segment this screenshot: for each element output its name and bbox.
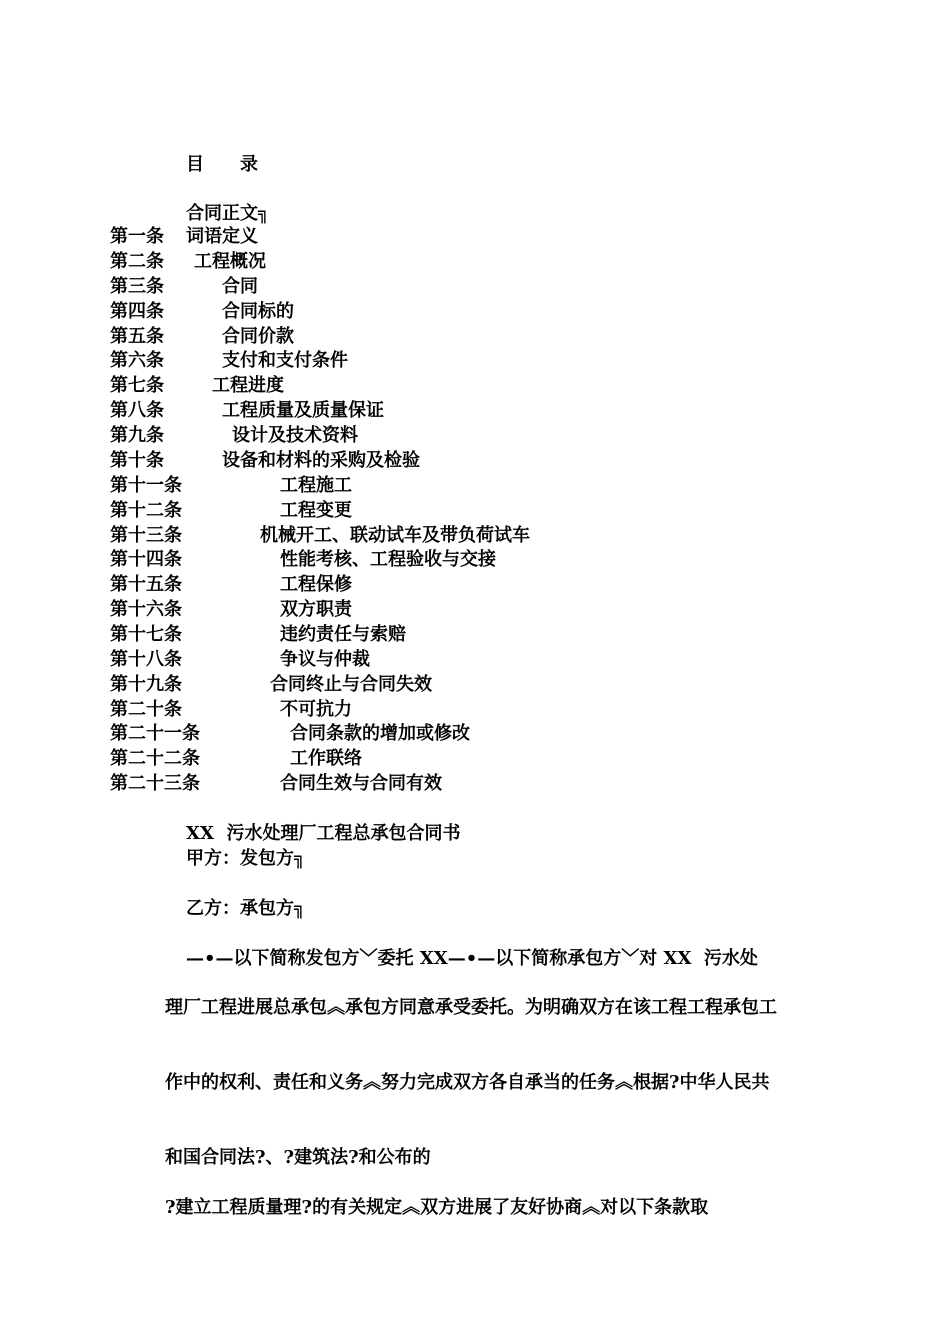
- paragraph: 和国合同法?、?建筑法?和公布的: [165, 1147, 431, 1168]
- toc-intro: 合同正文╗: [186, 203, 269, 224]
- paragraph: ?建立工程质量理?的有关规定︽双方进展了友好协商︽对以下条款取: [165, 1197, 709, 1218]
- party-b: 乙方：承包方╗: [186, 898, 305, 919]
- paragraph: 作中的权利、责任和义务︽努力完成双方各自承当的任务︽根据?中华人民共: [165, 1072, 770, 1093]
- document-page: 目 录 合同正文╗ 第一条 词语定义 第二条 工程概况 第三条 合同 第四条 合同标的 第五条 合同价款 第六条 支付和支付条件 第七条 工程进度 第八条 工程质量及质量保证 第九条 设计及技术资料 第十条 设备和材料的采购及检验 第十一条 工程施工 第十二条 工程变更 第十三条 机械开工、联动试车及带负荷试车 第十四条 性能考核、工程验收与交接 第十五条 工程保修 第十六条 双方职责 第十七条 违约责任与索赔 第十八条 争议与仲裁 第十九条 合同终止与合同失效 第二十条 不可抗力 第二十一条 合同条款的增加或修改 第二十二条 工作联络 第二十三条 合同生效与合同有效 XX 污水处理厂工程总承包合同书 甲方：发包方╗ 乙方：承包方╗ —•—以下简称发包方﹀委托 XX—•—以下简称承包方﹀对 XX 污水处 理厂工程进展总承包︽承包方同意承受委托。为明确双方在该工程工程承包工 作中的权利、责任和义务︽努力完成双方各自承当的任务︽根据?中华人民共 和国合同法?、?建筑法?和公布的 ?建立工程质量理?的有关规定︽双方进展了友好协商︽对以下条款取: [0, 0, 950, 1344]
- paragraph: 理厂工程进展总承包︽承包方同意承受委托。为明确双方在该工程工程承包工: [165, 997, 777, 1018]
- party-a: 甲方：发包方╗: [186, 848, 305, 869]
- toc-heading: 目 录: [186, 154, 258, 175]
- contract-title: XX 污水处理厂工程总承包合同书: [186, 823, 461, 844]
- preamble: —•—以下简称发包方﹀委托 XX—•—以下简称承包方﹀对 XX 污水处: [186, 948, 758, 969]
